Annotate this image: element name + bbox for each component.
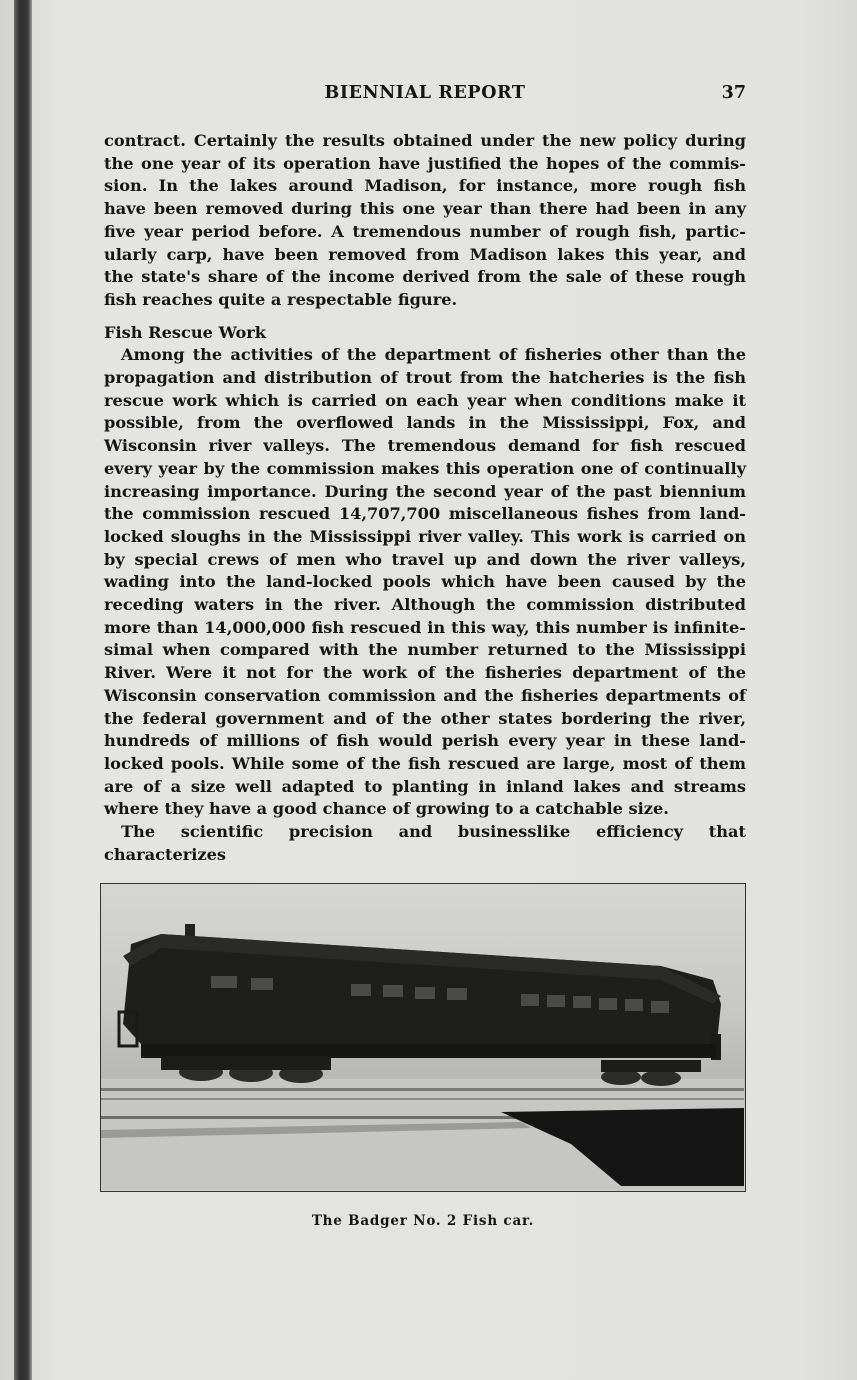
figure-caption: The Badger No. 2 Fish car. xyxy=(311,1213,535,1229)
text-line: the state's share of the income derived from the sale of these rough xyxy=(104,267,746,287)
text-line: every year by the commission makes this operation one of continually xyxy=(104,458,746,478)
body-text xyxy=(104,130,746,867)
text-line: five year period before. A tremendous number of rough fish, partic- xyxy=(104,221,746,241)
text-line: fish reaches quite a respectable figure. xyxy=(104,289,458,309)
paragraph-scientific xyxy=(104,821,746,866)
text-line: rescue work which is carried on each year when conditions make it xyxy=(104,390,746,410)
section-heading: Fish Rescue Work xyxy=(104,322,266,342)
header-title: BIENNIAL REPORT xyxy=(324,83,526,103)
book-spine-shadow xyxy=(14,0,32,1380)
running-header xyxy=(104,83,746,109)
text-line: contract. Certainly the results obtained under the new policy during xyxy=(104,131,746,150)
text-line: increasing importance. During the second year of the past biennium xyxy=(104,481,746,501)
text-line: Wisconsin river valleys. The tremendous demand for fish rescued xyxy=(104,436,746,456)
text-line: where they have a good chance of growing to a catchable size. xyxy=(104,799,669,819)
text-line: are of a size well adapted to planting in inland lakes and streams xyxy=(104,776,746,796)
text-line: the commission rescued 14,707,700 miscellaneous fishes from land- xyxy=(104,504,746,524)
text-line: receding waters in the river. Although the commission distributed xyxy=(104,595,746,615)
text-line: locked pools. While some of the fish rescued are large, most of them xyxy=(104,753,746,773)
text-line: have been removed during this one year than there had been in any xyxy=(104,199,746,219)
text-line: Wisconsin conservation commission and the fisheries departments of xyxy=(104,685,746,705)
text-line: River. Were it not for the work of the fisheries department of the xyxy=(104,663,746,683)
fish-car-photo xyxy=(100,883,746,1192)
text-line: hundreds of millions of fish would perish every year in these land- xyxy=(104,731,746,751)
text-line: The scientific precision and businesslike efficiency that characterizes xyxy=(104,822,746,864)
text-line: more than 14,000,000 fish rescued in this way, this number is infinite- xyxy=(104,617,746,637)
text-line: propagation and distribution of trout from the hatcheries is the fish xyxy=(104,368,746,388)
text-line: the one year of its operation have justified the hopes of the commis- xyxy=(104,153,746,173)
paragraph-contract xyxy=(104,130,746,312)
text-line: Among the activities of the department of fisheries other than the xyxy=(121,345,746,365)
text-line: simal when compared with the number returned to the Mississippi xyxy=(104,640,746,660)
text-line: possible, from the overflowed lands in the Mississippi, Fox, and xyxy=(104,413,746,433)
text-line: the federal government and of the other states bordering the river, xyxy=(104,708,746,728)
text-line: ularly carp, have been removed from Madison lakes this year, and xyxy=(104,244,746,264)
paragraph-fish-rescue xyxy=(104,344,746,821)
page-number: 37 xyxy=(721,83,746,103)
text-line: by special crews of men who travel up and down the river valleys, xyxy=(104,549,746,569)
railway-car-illustration xyxy=(101,884,744,1190)
text-line: wading into the land-locked pools which have been caused by the xyxy=(104,572,746,592)
text-line: locked sloughs in the Mississippi river valley. This work is carried on xyxy=(104,526,746,546)
text-line: sion. In the lakes around Madison, for instance, more rough fish xyxy=(104,176,746,196)
